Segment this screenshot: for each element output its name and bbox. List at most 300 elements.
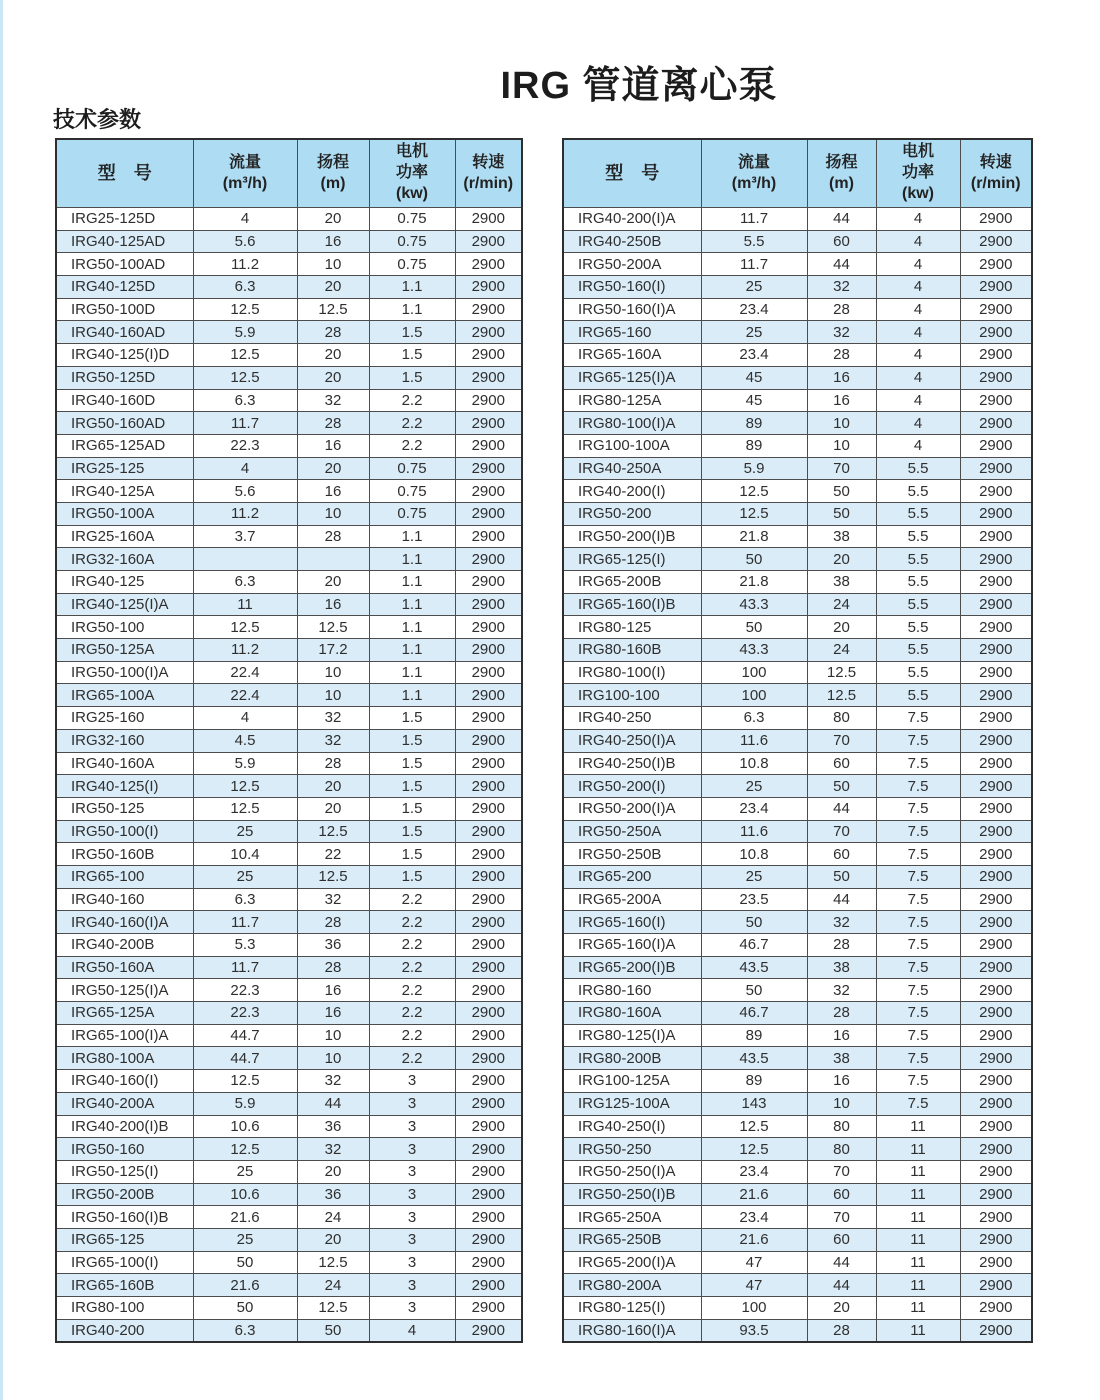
value-cell: 2900 bbox=[960, 639, 1032, 662]
value-cell: 12.5 bbox=[193, 797, 297, 820]
value-cell: 2900 bbox=[960, 412, 1032, 435]
table-row bbox=[563, 276, 1032, 299]
value-cell: 1.5 bbox=[369, 729, 455, 752]
table-row bbox=[563, 571, 1032, 594]
value-cell: 7.5 bbox=[876, 820, 960, 843]
value-cell: 7.5 bbox=[876, 1047, 960, 1070]
model-cell: IRG40-200(I) bbox=[563, 480, 701, 503]
value-cell: 7.5 bbox=[876, 1070, 960, 1093]
model-cell: IRG40-125(I)A bbox=[56, 593, 193, 616]
value-cell: 0.75 bbox=[369, 457, 455, 480]
value-cell: 2900 bbox=[455, 480, 522, 503]
table-row bbox=[56, 1138, 522, 1161]
value-cell: 4 bbox=[876, 344, 960, 367]
value-cell: 50 bbox=[807, 502, 876, 525]
model-cell: IRG80-160 bbox=[563, 979, 701, 1002]
value-cell: 12.5 bbox=[701, 1138, 807, 1161]
value-cell: 28 bbox=[297, 911, 369, 934]
value-cell: 4 bbox=[193, 457, 297, 480]
table-row bbox=[56, 344, 522, 367]
model-cell: IRG65-160(I)B bbox=[563, 593, 701, 616]
table-row bbox=[56, 389, 522, 412]
value-cell: 6.3 bbox=[193, 276, 297, 299]
value-cell: 100 bbox=[701, 684, 807, 707]
value-cell: 38 bbox=[807, 956, 876, 979]
value-cell: 2900 bbox=[455, 321, 522, 344]
value-cell: 50 bbox=[701, 548, 807, 571]
value-cell: 12.5 bbox=[297, 616, 369, 639]
value-cell: 2900 bbox=[455, 1070, 522, 1093]
model-cell: IRG40-160(I)A bbox=[56, 911, 193, 934]
model-cell: IRG50-160(I)B bbox=[56, 1206, 193, 1229]
value-cell: 24 bbox=[807, 593, 876, 616]
value-cell: 12.5 bbox=[193, 298, 297, 321]
model-cell: IRG50-100AD bbox=[56, 253, 193, 276]
value-cell: 2900 bbox=[960, 457, 1032, 480]
model-cell: IRG50-200(I)B bbox=[563, 525, 701, 548]
table-row bbox=[563, 412, 1032, 435]
value-cell: 10.6 bbox=[193, 1115, 297, 1138]
value-cell: 2900 bbox=[455, 1092, 522, 1115]
model-cell: IRG40-200(I)A bbox=[563, 208, 701, 231]
flow-label: 流量 bbox=[737, 153, 770, 171]
value-cell: 25 bbox=[193, 865, 297, 888]
value-cell: 4 bbox=[369, 1319, 455, 1342]
model-cell: IRG50-200(I) bbox=[563, 775, 701, 798]
value-cell: 0.75 bbox=[369, 230, 455, 253]
value-cell: 20 bbox=[297, 208, 369, 231]
value-cell: 38 bbox=[807, 571, 876, 594]
model-cell: IRG65-125 bbox=[56, 1228, 193, 1251]
col-header-head bbox=[807, 139, 876, 208]
value-cell: 0.75 bbox=[369, 208, 455, 231]
value-cell: 2900 bbox=[960, 820, 1032, 843]
table-row bbox=[563, 956, 1032, 979]
value-cell: 50 bbox=[807, 480, 876, 503]
value-cell: 1.1 bbox=[369, 298, 455, 321]
value-cell: 22 bbox=[297, 843, 369, 866]
table-row bbox=[56, 480, 522, 503]
value-cell: 1.5 bbox=[369, 321, 455, 344]
value-cell: 43.3 bbox=[701, 593, 807, 616]
value-cell: 2.2 bbox=[369, 956, 455, 979]
value-cell: 2900 bbox=[960, 661, 1032, 684]
value-cell: 4 bbox=[876, 208, 960, 231]
value-cell: 20 bbox=[297, 1160, 369, 1183]
value-cell: 2900 bbox=[455, 775, 522, 798]
table-row bbox=[563, 888, 1032, 911]
value-cell: 11.7 bbox=[701, 208, 807, 231]
value-cell: 5.6 bbox=[193, 480, 297, 503]
value-cell: 7.5 bbox=[876, 1092, 960, 1115]
value-cell: 11 bbox=[876, 1319, 960, 1342]
value-cell: 2900 bbox=[455, 684, 522, 707]
model-cell: IRG50-160B bbox=[56, 843, 193, 866]
value-cell: 2900 bbox=[960, 911, 1032, 934]
table-row bbox=[56, 752, 522, 775]
value-cell: 80 bbox=[807, 707, 876, 730]
value-cell: 2900 bbox=[455, 911, 522, 934]
table-row bbox=[56, 1206, 522, 1229]
value-cell: 22.4 bbox=[193, 661, 297, 684]
value-cell: 10 bbox=[807, 434, 876, 457]
table-row bbox=[563, 344, 1032, 367]
value-cell: 10 bbox=[807, 412, 876, 435]
value-cell: 2900 bbox=[960, 366, 1032, 389]
value-cell: 2900 bbox=[455, 253, 522, 276]
value-cell: 1.5 bbox=[369, 366, 455, 389]
model-cell: IRG65-200(I)A bbox=[563, 1251, 701, 1274]
value-cell: 38 bbox=[807, 525, 876, 548]
value-cell: 11.7 bbox=[193, 412, 297, 435]
value-cell: 7.5 bbox=[876, 729, 960, 752]
value-cell: 100 bbox=[701, 661, 807, 684]
table-row bbox=[563, 1160, 1032, 1183]
power-label-1: 电机 bbox=[901, 143, 934, 161]
model-cell: IRG65-125A bbox=[56, 1002, 193, 1025]
value-cell: 12.5 bbox=[297, 820, 369, 843]
value-cell: 10.8 bbox=[701, 843, 807, 866]
value-cell: 70 bbox=[807, 1160, 876, 1183]
value-cell: 44.7 bbox=[193, 1047, 297, 1070]
value-cell: 0.75 bbox=[369, 253, 455, 276]
table-row bbox=[563, 684, 1032, 707]
table-row bbox=[563, 1138, 1032, 1161]
col-header-power bbox=[876, 139, 960, 208]
value-cell: 4 bbox=[876, 366, 960, 389]
value-cell: 45 bbox=[701, 366, 807, 389]
table-row bbox=[56, 979, 522, 1002]
model-cell: IRG80-200A bbox=[563, 1274, 701, 1297]
value-cell: 12.5 bbox=[297, 1251, 369, 1274]
model-cell: IRG80-160A bbox=[563, 1002, 701, 1025]
value-cell: 43.5 bbox=[701, 1047, 807, 1070]
model-cell: IRG40-250B bbox=[563, 230, 701, 253]
value-cell: 12.5 bbox=[297, 865, 369, 888]
value-cell: 2900 bbox=[960, 208, 1032, 231]
value-cell: 50 bbox=[701, 979, 807, 1002]
value-cell: 28 bbox=[297, 321, 369, 344]
model-cell: IRG80-100A bbox=[56, 1047, 193, 1070]
value-cell: 1.5 bbox=[369, 752, 455, 775]
value-cell: 143 bbox=[701, 1092, 807, 1115]
value-cell: 2900 bbox=[960, 1297, 1032, 1320]
value-cell: 21.6 bbox=[193, 1206, 297, 1229]
value-cell: 2900 bbox=[960, 1092, 1032, 1115]
value-cell: 5.9 bbox=[193, 752, 297, 775]
value-cell: 24 bbox=[297, 1274, 369, 1297]
model-cell: IRG40-125(I)D bbox=[56, 344, 193, 367]
value-cell: 2900 bbox=[455, 525, 522, 548]
value-cell: 44 bbox=[807, 1251, 876, 1274]
model-cell: IRG80-125A bbox=[563, 389, 701, 412]
value-cell: 2900 bbox=[960, 230, 1032, 253]
value-cell: 2900 bbox=[455, 1274, 522, 1297]
value-cell: 70 bbox=[807, 820, 876, 843]
power-unit: (kw) bbox=[902, 184, 934, 202]
value-cell: 2900 bbox=[960, 593, 1032, 616]
value-cell: 43.3 bbox=[701, 639, 807, 662]
value-cell: 2900 bbox=[960, 1274, 1032, 1297]
table-row bbox=[563, 843, 1032, 866]
table-row bbox=[56, 571, 522, 594]
value-cell: 44 bbox=[807, 1274, 876, 1297]
model-cell: IRG25-125D bbox=[56, 208, 193, 231]
value-cell: 3 bbox=[369, 1206, 455, 1229]
value-cell: 2900 bbox=[960, 434, 1032, 457]
value-cell: 2900 bbox=[455, 865, 522, 888]
value-cell: 1.1 bbox=[369, 276, 455, 299]
value-cell: 10 bbox=[807, 1092, 876, 1115]
value-cell: 28 bbox=[807, 344, 876, 367]
value-cell: 2900 bbox=[455, 548, 522, 571]
value-cell: 2900 bbox=[455, 888, 522, 911]
model-cell: IRG25-125 bbox=[56, 457, 193, 480]
value-cell: 16 bbox=[807, 1024, 876, 1047]
value-cell: 11.2 bbox=[193, 253, 297, 276]
table-row bbox=[563, 775, 1032, 798]
value-cell: 12.5 bbox=[701, 502, 807, 525]
col-header-power bbox=[369, 139, 455, 208]
value-cell: 5.9 bbox=[193, 321, 297, 344]
value-cell: 2900 bbox=[455, 1228, 522, 1251]
value-cell: 50 bbox=[807, 775, 876, 798]
table-row bbox=[56, 321, 522, 344]
model-cell: IRG40-125(I) bbox=[56, 775, 193, 798]
value-cell: 24 bbox=[807, 639, 876, 662]
value-cell: 7.5 bbox=[876, 752, 960, 775]
value-cell: 11 bbox=[876, 1274, 960, 1297]
model-cell: IRG25-160A bbox=[56, 525, 193, 548]
model-cell: IRG50-125D bbox=[56, 366, 193, 389]
table-row bbox=[563, 1002, 1032, 1025]
value-cell: 2900 bbox=[455, 593, 522, 616]
value-cell: 2900 bbox=[960, 548, 1032, 571]
value-cell: 60 bbox=[807, 1228, 876, 1251]
value-cell: 20 bbox=[807, 616, 876, 639]
model-cell: IRG80-200B bbox=[563, 1047, 701, 1070]
table-row bbox=[56, 502, 522, 525]
value-cell: 7.5 bbox=[876, 707, 960, 730]
value-cell: 20 bbox=[297, 457, 369, 480]
value-cell: 3 bbox=[369, 1228, 455, 1251]
value-cell: 4 bbox=[876, 298, 960, 321]
col-header-speed bbox=[960, 139, 1032, 208]
value-cell: 10.8 bbox=[701, 752, 807, 775]
table-row bbox=[56, 729, 522, 752]
value-cell: 2900 bbox=[455, 1319, 522, 1342]
model-cell: IRG40-250(I)A bbox=[563, 729, 701, 752]
model-cell: IRG32-160 bbox=[56, 729, 193, 752]
value-cell: 7.5 bbox=[876, 843, 960, 866]
model-cell: IRG50-250(I)A bbox=[563, 1160, 701, 1183]
value-cell: 25 bbox=[193, 1228, 297, 1251]
model-cell: IRG50-200B bbox=[56, 1183, 193, 1206]
value-cell: 5.6 bbox=[193, 230, 297, 253]
model-cell: IRG65-160(I) bbox=[563, 911, 701, 934]
value-cell: 70 bbox=[807, 457, 876, 480]
table-row bbox=[56, 457, 522, 480]
value-cell: 2900 bbox=[455, 661, 522, 684]
value-cell: 2900 bbox=[455, 344, 522, 367]
model-cell: IRG80-100(I) bbox=[563, 661, 701, 684]
value-cell: 44 bbox=[297, 1092, 369, 1115]
table-row bbox=[563, 616, 1032, 639]
value-cell: 21.6 bbox=[701, 1228, 807, 1251]
value-cell: 21.8 bbox=[701, 525, 807, 548]
value-cell: 2.2 bbox=[369, 979, 455, 1002]
value-cell: 23.5 bbox=[701, 888, 807, 911]
table-row bbox=[563, 1297, 1032, 1320]
model-cell: IRG65-160A bbox=[563, 344, 701, 367]
value-cell: 44 bbox=[807, 208, 876, 231]
value-cell: 2900 bbox=[960, 865, 1032, 888]
value-cell: 5.5 bbox=[876, 661, 960, 684]
value-cell: 2900 bbox=[455, 1251, 522, 1274]
value-cell: 50 bbox=[701, 616, 807, 639]
power-label-2: 功率 bbox=[901, 164, 934, 182]
value-cell: 36 bbox=[297, 1183, 369, 1206]
value-cell: 2.2 bbox=[369, 434, 455, 457]
value-cell: 2900 bbox=[960, 525, 1032, 548]
value-cell: 25 bbox=[701, 276, 807, 299]
value-cell: 7.5 bbox=[876, 1024, 960, 1047]
value-cell: 5.9 bbox=[701, 457, 807, 480]
value-cell: 2900 bbox=[455, 1160, 522, 1183]
table-row bbox=[56, 1251, 522, 1274]
value-cell: 2900 bbox=[455, 276, 522, 299]
value-cell: 2900 bbox=[960, 1138, 1032, 1161]
table-row bbox=[56, 865, 522, 888]
model-cell: IRG50-250 bbox=[563, 1138, 701, 1161]
value-cell: 2900 bbox=[960, 344, 1032, 367]
value-cell: 20 bbox=[297, 344, 369, 367]
value-cell: 3 bbox=[369, 1092, 455, 1115]
table-row bbox=[56, 1160, 522, 1183]
table-row bbox=[56, 525, 522, 548]
value-cell: 0.75 bbox=[369, 502, 455, 525]
value-cell: 16 bbox=[297, 434, 369, 457]
value-cell: 12.5 bbox=[193, 775, 297, 798]
value-cell: 7.5 bbox=[876, 865, 960, 888]
value-cell: 2.2 bbox=[369, 1002, 455, 1025]
value-cell: 2900 bbox=[960, 1183, 1032, 1206]
model-cell: IRG65-160B bbox=[56, 1274, 193, 1297]
model-cell: IRG50-160A bbox=[56, 956, 193, 979]
value-cell: 32 bbox=[807, 979, 876, 1002]
value-cell bbox=[297, 548, 369, 571]
value-cell: 7.5 bbox=[876, 911, 960, 934]
table-row bbox=[563, 934, 1032, 957]
value-cell: 22.3 bbox=[193, 434, 297, 457]
model-cell: IRG50-200 bbox=[563, 502, 701, 525]
flow-unit: (m³/h) bbox=[222, 174, 268, 192]
value-cell: 2900 bbox=[455, 843, 522, 866]
col-header-flow bbox=[701, 139, 807, 208]
value-cell: 28 bbox=[807, 298, 876, 321]
value-cell: 25 bbox=[193, 820, 297, 843]
table-row bbox=[563, 1070, 1032, 1093]
value-cell: 22.4 bbox=[193, 684, 297, 707]
value-cell: 32 bbox=[807, 276, 876, 299]
table-row bbox=[56, 1092, 522, 1115]
table-row bbox=[563, 1024, 1032, 1047]
model-cell: IRG80-125(I)A bbox=[563, 1024, 701, 1047]
table-row bbox=[56, 1002, 522, 1025]
value-cell: 25 bbox=[701, 321, 807, 344]
value-cell: 2900 bbox=[960, 276, 1032, 299]
value-cell: 24 bbox=[297, 1206, 369, 1229]
table-row bbox=[563, 661, 1032, 684]
model-cell: IRG40-250 bbox=[563, 707, 701, 730]
value-cell: 23.4 bbox=[701, 1206, 807, 1229]
value-cell: 12.5 bbox=[193, 366, 297, 389]
value-cell: 2.2 bbox=[369, 1024, 455, 1047]
value-cell: 11 bbox=[876, 1138, 960, 1161]
value-cell: 47 bbox=[701, 1251, 807, 1274]
value-cell: 3 bbox=[369, 1297, 455, 1320]
value-cell: 5.5 bbox=[876, 502, 960, 525]
value-cell: 11.2 bbox=[193, 502, 297, 525]
table-row bbox=[56, 298, 522, 321]
value-cell: 1.1 bbox=[369, 593, 455, 616]
value-cell: 3 bbox=[369, 1070, 455, 1093]
power-unit: (kw) bbox=[396, 184, 428, 202]
page-edge-strip bbox=[0, 0, 3, 1400]
value-cell: 2.2 bbox=[369, 888, 455, 911]
col-header-model: 型 号 bbox=[563, 139, 701, 208]
value-cell: 20 bbox=[297, 276, 369, 299]
value-cell: 16 bbox=[807, 1070, 876, 1093]
speed-label: 转速 bbox=[979, 153, 1012, 171]
table-row bbox=[563, 434, 1032, 457]
head-label: 扬程 bbox=[316, 153, 349, 171]
table-row bbox=[563, 253, 1032, 276]
table-row bbox=[563, 729, 1032, 752]
model-cell: IRG80-125 bbox=[563, 616, 701, 639]
value-cell: 2900 bbox=[960, 298, 1032, 321]
value-cell: 36 bbox=[297, 934, 369, 957]
model-cell: IRG50-100A bbox=[56, 502, 193, 525]
col-header-flow bbox=[193, 139, 297, 208]
table-row bbox=[56, 1228, 522, 1251]
value-cell: 11.2 bbox=[193, 639, 297, 662]
table-row bbox=[563, 911, 1032, 934]
value-cell: 28 bbox=[807, 1002, 876, 1025]
model-cell: IRG50-100D bbox=[56, 298, 193, 321]
value-cell: 2900 bbox=[960, 480, 1032, 503]
value-cell: 44 bbox=[807, 888, 876, 911]
value-cell: 2900 bbox=[455, 389, 522, 412]
model-cell: IRG40-125 bbox=[56, 571, 193, 594]
section-title: 技术参数 bbox=[53, 107, 142, 132]
value-cell: 5.5 bbox=[876, 616, 960, 639]
value-cell: 22.3 bbox=[193, 1002, 297, 1025]
value-cell: 5.5 bbox=[876, 571, 960, 594]
table-row bbox=[563, 593, 1032, 616]
table-row bbox=[56, 616, 522, 639]
model-cell: IRG65-125(I) bbox=[563, 548, 701, 571]
model-cell: IRG125-100A bbox=[563, 1092, 701, 1115]
table-row bbox=[563, 979, 1032, 1002]
value-cell: 2.2 bbox=[369, 934, 455, 957]
table-row bbox=[563, 1228, 1032, 1251]
model-cell: IRG50-125(I) bbox=[56, 1160, 193, 1183]
value-cell: 5.5 bbox=[876, 684, 960, 707]
value-cell: 2900 bbox=[960, 979, 1032, 1002]
flow-label: 流量 bbox=[228, 153, 261, 171]
value-cell: 12.5 bbox=[193, 344, 297, 367]
